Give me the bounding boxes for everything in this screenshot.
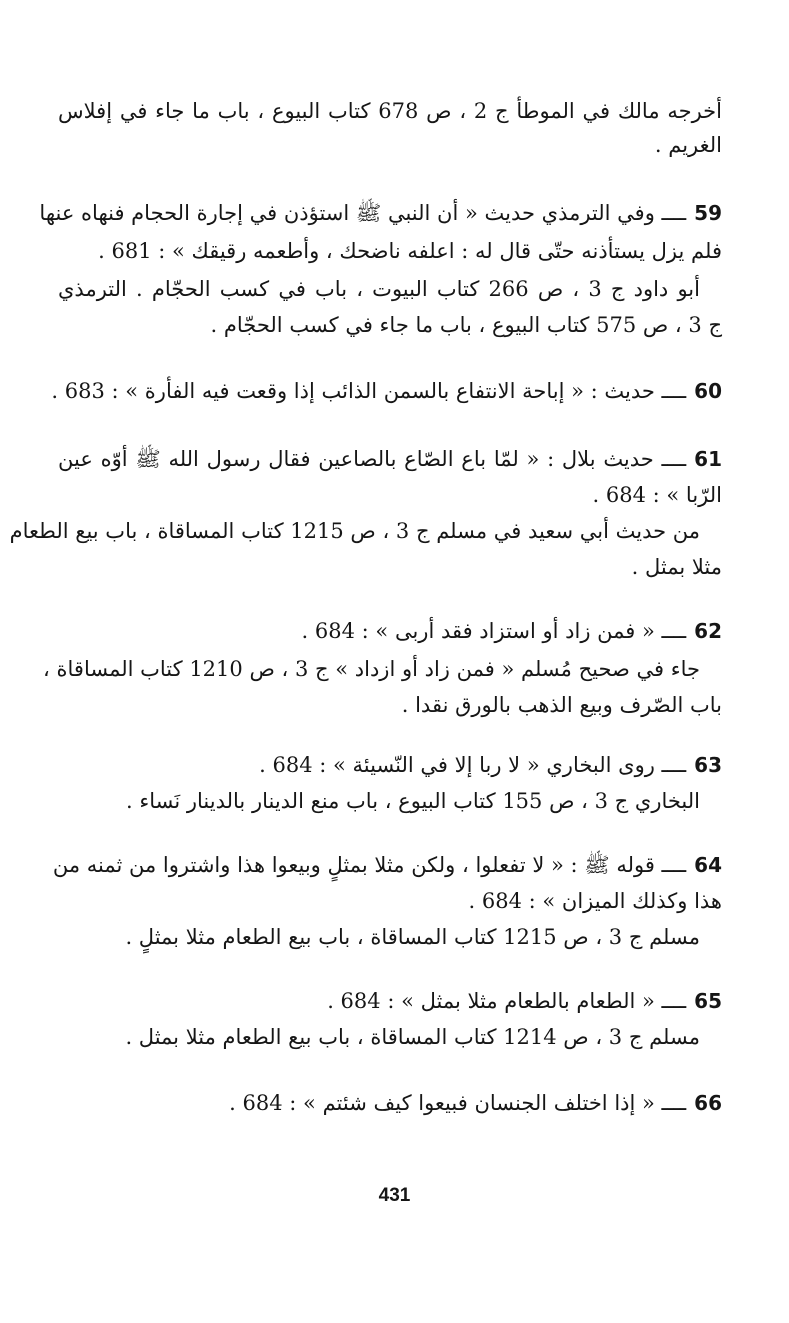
intro-line-2: الغريم . [654,133,722,157]
entry-59-line-1 [39,196,722,230]
entry-66-number: 66 [694,1091,722,1115]
entry-62-line-2: جاء في صحيح مُسلم « فمن زاد أو ازداد » ج 3 ، ص 1210 كتاب المساقاة ، [43,657,700,681]
entry-63-line-2: البخاري ج 3 ، ص 155 كتاب البيوع ، باب منع الدينار بالدينار نَساء . [126,789,700,813]
entry-62-number: 62 [694,619,722,643]
entry-60-number: 60 [694,379,722,403]
entry-62-text-1: ــــ « فمن زاد أو استزاد فقد أربى » : 684 . [301,619,687,643]
entry-63-text-1: ــــ روى البخاري « لا ربا إلا في النّسيئة » : 684 . [259,753,687,777]
entry-64-text-1: ــــ قوله ﷺ : « لا تفعلوا ، ولكن مثلا بمثلٍ وبيعوا هذا واشتروا من ثمنه من [52,853,687,877]
entry-61-line-3: من حديث أبي سعيد في مسلم ج 3 ، ص 1215 كتاب المساقاة ، باب بيع الطعام [9,519,700,543]
entry-59-number: 59 [694,201,722,225]
entry-62-line-1 [58,614,722,648]
entry-66-line-1 [58,1086,722,1120]
entry-62-line-3: باب الصّرف وبيع الذهب بالورق نقدا . [401,693,722,717]
entry-60-text-1: ــــ حديث : « إباحة الانتفاع بالسمن الذائب إذا وقعت فيه الفأرة » : 683 . [51,379,687,403]
entry-65-number: 65 [694,989,722,1013]
entry-64-number: 64 [694,853,722,877]
entry-63-number: 63 [694,753,722,777]
entry-64-line-3: مسلم ج 3 ، ص 1215 كتاب المساقاة ، باب بيع الطعام مثلا بمثلٍ . [125,925,700,949]
entry-59-text-1: ــــ وفي الترمذي حديث « أن النبي ﷺ استؤذن في إجارة الحجام فنهاه عنها [39,201,687,225]
entry-61-line-1 [58,442,722,476]
entry-65-line-2: مسلم ج 3 ، ص 1214 كتاب المساقاة ، باب بيع الطعام مثلا بمثل . [125,1025,700,1049]
entry-64-line-2: هذا وكذلك الميزان » : 684 . [468,889,722,913]
entry-64-line-1 [52,848,722,882]
book-page [9,92,722,1272]
entry-59-line-3: أبو داود ج 3 ، ص 266 كتاب البيوت ، باب في كسب الحجّام . الترمذي [58,277,700,301]
entry-59-line-4: ج 3 ، ص 575 كتاب البيوع ، باب ما جاء في كسب الحجّام . [210,313,722,337]
entry-59-line-2: فلم يزل يستأذنه حتّى قال له : اعلفه ناضحك ، وأطعمه رقيقك » : 681 . [98,239,722,263]
entry-61-line-2: الرّبا » : 684 . [592,483,722,507]
entry-60-line-1 [51,374,722,408]
entry-61-text-1: ــــ حديث بلال : « لمّا باع الصّاع بالصاعين فقال رسول الله ﷺ أوّه عين [58,447,687,471]
page-number: 431 [378,1185,411,1206]
entry-61-number: 61 [694,447,722,471]
entry-63-line-1 [58,748,722,782]
entry-61-line-4: مثلا بمثل . [631,555,722,579]
entry-65-text-1: ــــ « الطعام بالطعام مثلا بمثل » : 684 . [327,989,687,1013]
entry-66-text-1: ــــ « إذا اختلف الجنسان فبيعوا كيف شئتم » : 684 . [229,1091,687,1115]
entry-65-line-1 [58,984,722,1018]
intro-line-1: أخرجه مالك في الموطأ ج 2 ، ص 678 كتاب البيوع ، باب ما جاء في إفلاس [58,99,722,123]
